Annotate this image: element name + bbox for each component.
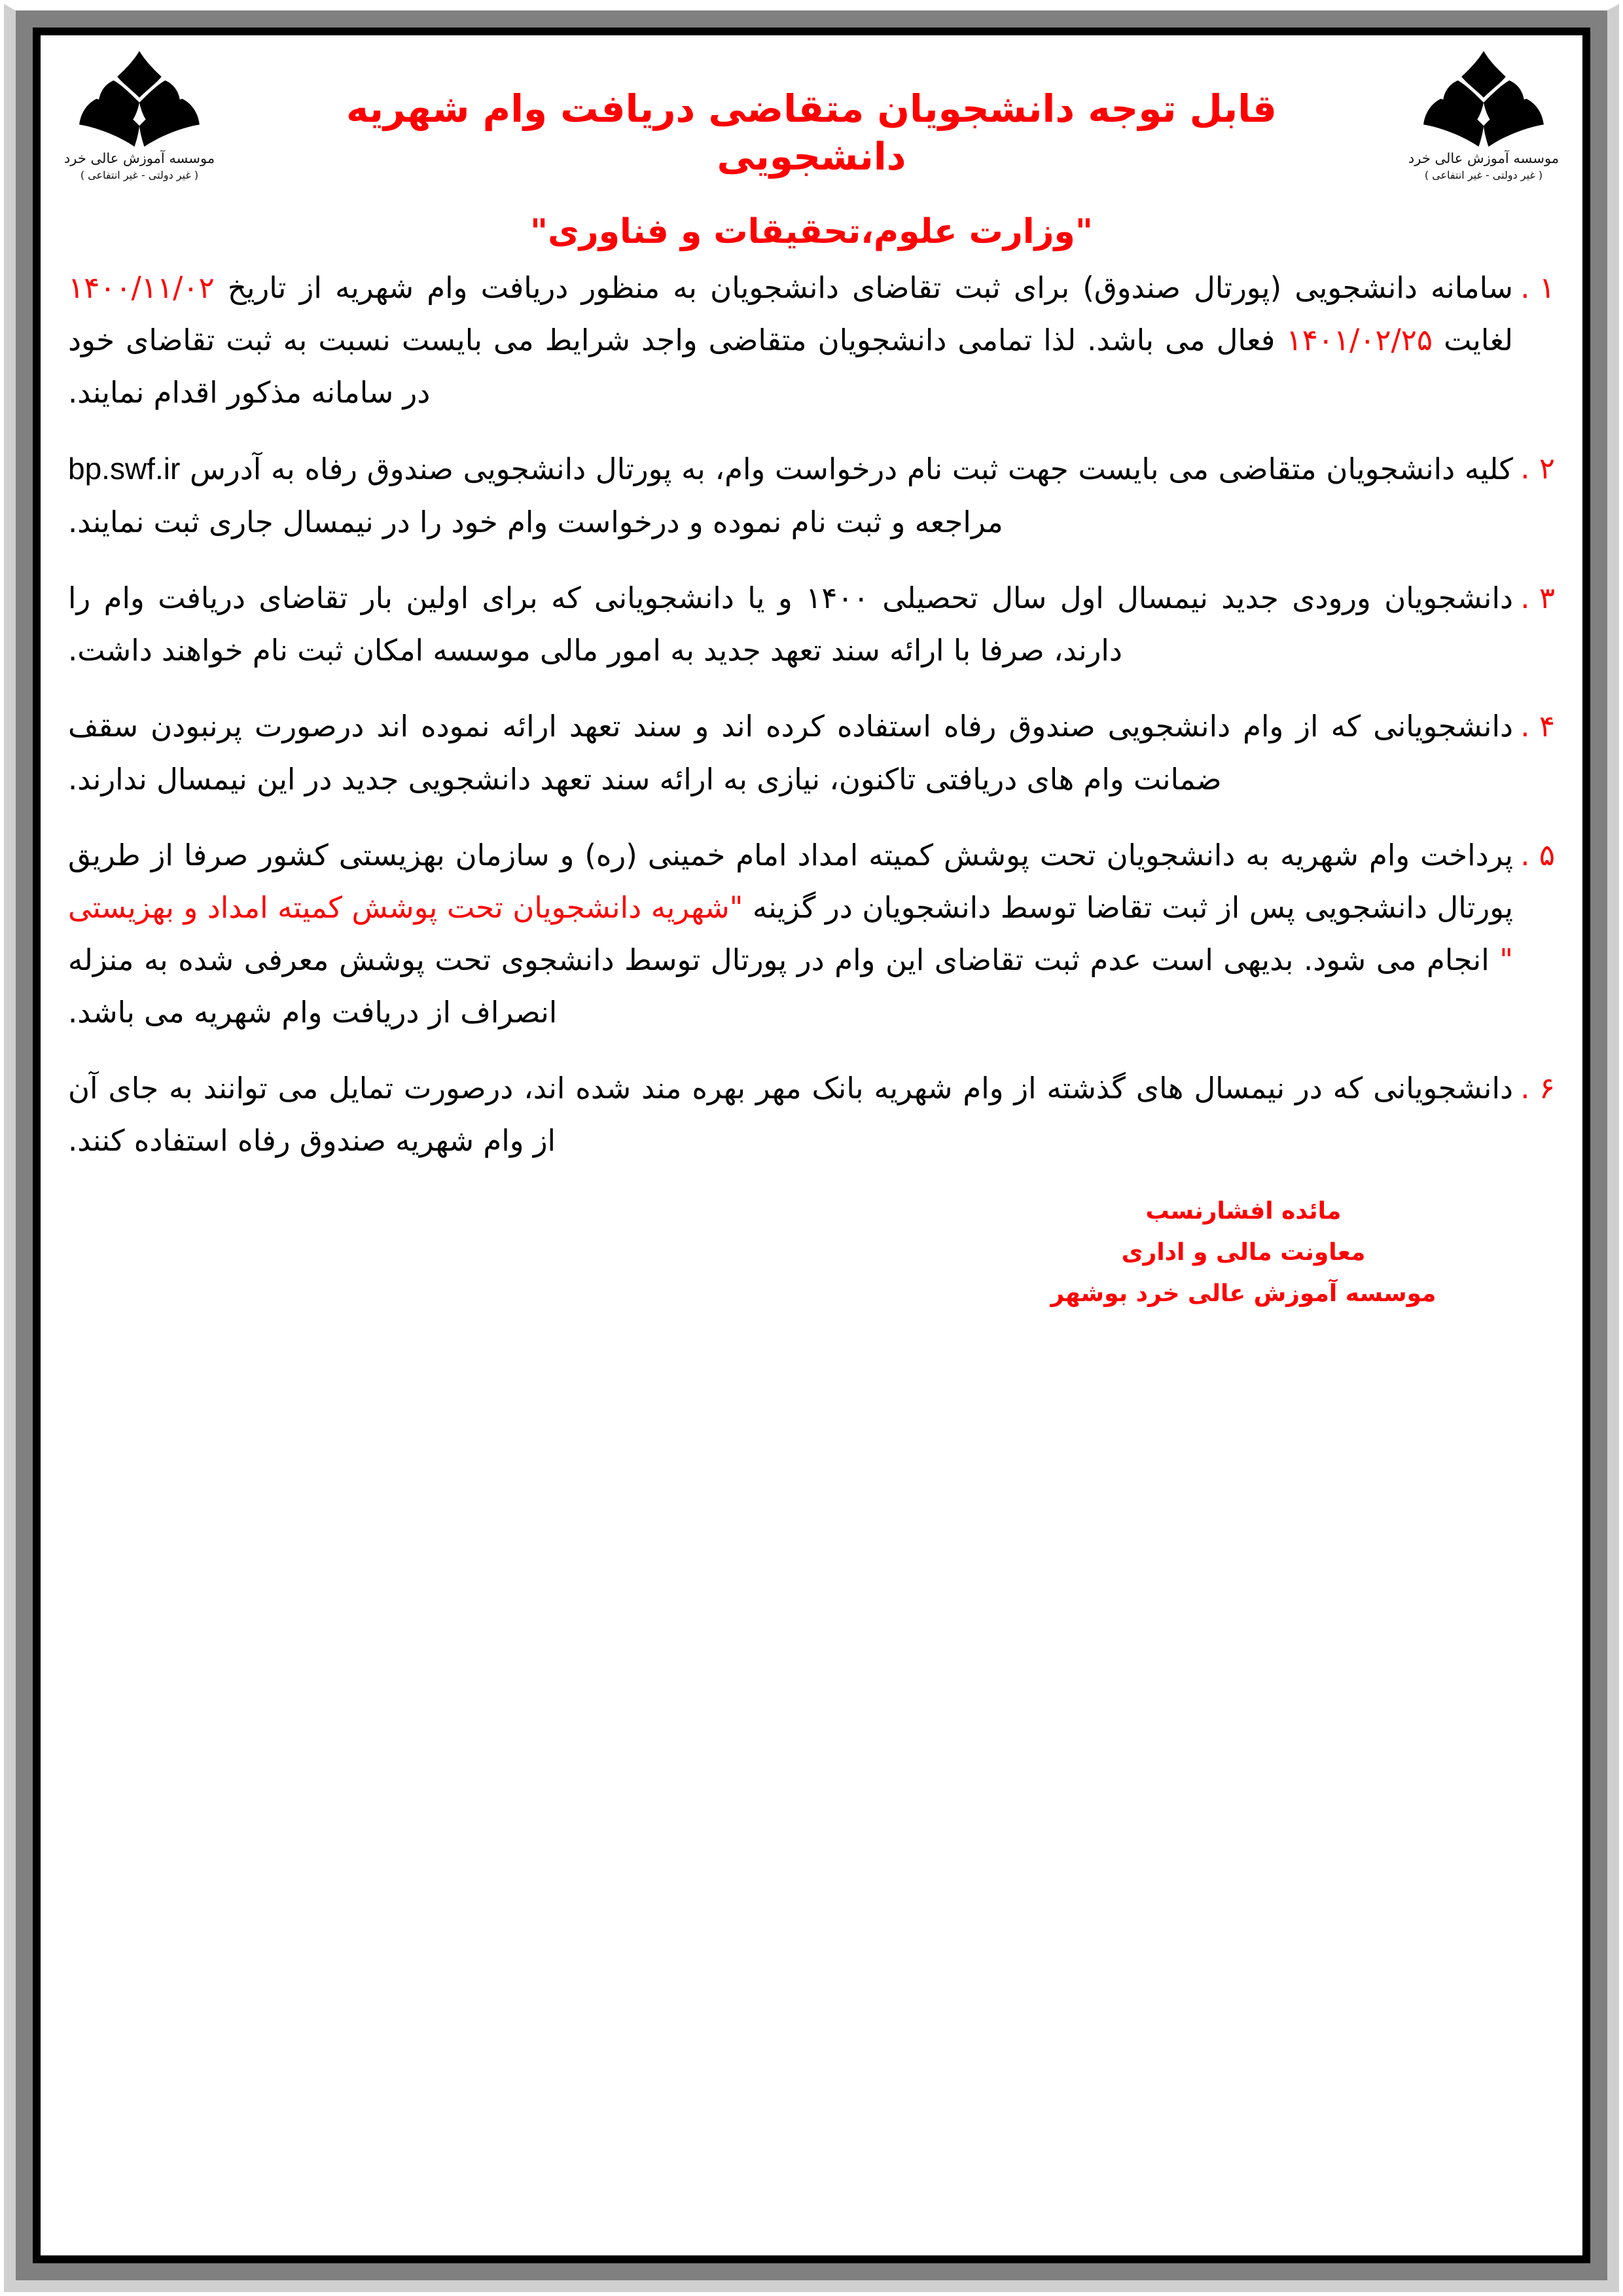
frame-band-black [33,27,1590,2263]
institute-logo-right [1402,50,1565,181]
clause-1-text-b: لغایت [1433,323,1513,358]
clause-1-text-a: سامانه دانشجویی (پورتال صندوق) برای ثبت تقاضای دانشجویان به منظور دریافت وام شهریه از تاریخ [214,270,1513,305]
title-block [247,85,1376,252]
document-title: قابل توجه دانشجویان متقاضی دریافت وام شهریه دانشجویی [346,86,1277,179]
frame-band-light-gray [4,4,1619,2292]
institute-logo-left [58,50,221,181]
clause-4-text: دانشجویانی که از وام دانشجویی صندوق رفاه استفاده کرده اند و سند تعهد ارائه نموده اند درصورت پرنبودن سقف ضمانت وام های دریافتی تاکنون، نیازی به ارائه سند تعهد دانشجویی جدید در این نیمسال ندارند. [68,709,1513,797]
page-content [41,35,1582,2255]
clause-2-text-b: مراجعه و ثبت نام نموده و درخواست وام خود را در نیمسال جاری ثبت نمایند. [68,505,1003,540]
kherd-institute-emblem-icon [1421,50,1546,148]
clause-1-date-to: ۱۴۰۱/۰۲/۲۵ [1286,323,1433,358]
kherd-institute-emblem-icon [77,50,202,148]
signature-organization: موسسه آموزش عالی خرد بوشهر [1050,1280,1436,1308]
frame-band-gray [16,10,1607,2280]
clause-item-4 [68,700,1555,805]
clause-item-2 [68,442,1555,548]
signature-role: معاونت مالی و اداری [1121,1239,1366,1266]
document-header [51,46,1572,262]
institute-logo-caption: موسسه آموزش عالی خرد [63,151,215,166]
clause-item-6 [68,1062,1555,1167]
signature-name: مائده افشارنسب [1145,1198,1342,1225]
institute-logo-caption-sub: ( غیر دولتی - غیر انتفاعی ) [1424,169,1543,182]
clause-5-highlight-option: "شهریه دانشجویان تحت پوشش کمیته امداد و بهزیستی " [68,889,1513,977]
clause-5-text-b: انجام می شود. بدیهی است عدم ثبت تقاضای این وام در پورتال توسط دانشجوی تحت پوشش معرفی شده به منزله انصراف از دریافت وام شهریه می باشد. [68,942,1500,1030]
clause-item-3 [68,572,1555,677]
clause-item-1 [68,262,1555,419]
institute-logo-caption: موسسه آموزش عالی خرد [1408,151,1560,166]
clause-3-text: دانشجویان ورودی جدید نیمسال اول سال تحصیلی ۱۴۰۰ و یا دانشجویانی که برای اولین بار تقاضای دریافت وام را دارند، صرفا با ارائه سند تعهد جدید به امور مالی موسسه امکان ثبت نام خواهند داشت. [68,581,1513,668]
document-body [51,262,1572,1314]
portal-url-link[interactable]: bp.swf.ir [68,452,181,486]
clause-6-text: دانشجویانی که در نیمسال های گذشته از وام شهریه بانک مهر بهره مند شده اند، درصورت تمایل می توانند به جای آن از وام شهریه صندوق رفاه استفاده کنند. [68,1071,1513,1158]
clause-5-text-a: پرداخت وام شهریه به دانشجویان تحت پوشش کمیته امداد امام خمینی (ره) و سازمان بهزیستی کشور صرفا از طریق پورتال دانشجویی پس از ثبت تقاضا توسط دانشجویان در گزینه [68,837,1513,925]
document-subtitle: "وزارت علوم،تحقیقات و فناوری" [530,212,1093,251]
clause-2-text-a: کلیه دانشجویان متقاضی می بایست جهت ثبت نام درخواست وام، به پورتال دانشجویی صندوق رفاه به آدرس [180,452,1513,487]
clause-list [68,262,1555,1167]
institute-logo-caption-sub: ( غیر دولتی - غیر انتفاعی ) [80,169,199,182]
clause-item-5 [68,829,1555,1039]
clause-1-date-from: ۱۴۰۰/۱۱/۰۲ [68,270,215,305]
clause-1-text-c: فعال می باشد. لذا تمامی دانشجویان متقاضی واجد شرایط می بایست نسبت به ثبت تقاضای خود در سامانه مذکور اقدام نمایند. [68,323,1287,410]
signature-block [68,1191,1555,1314]
